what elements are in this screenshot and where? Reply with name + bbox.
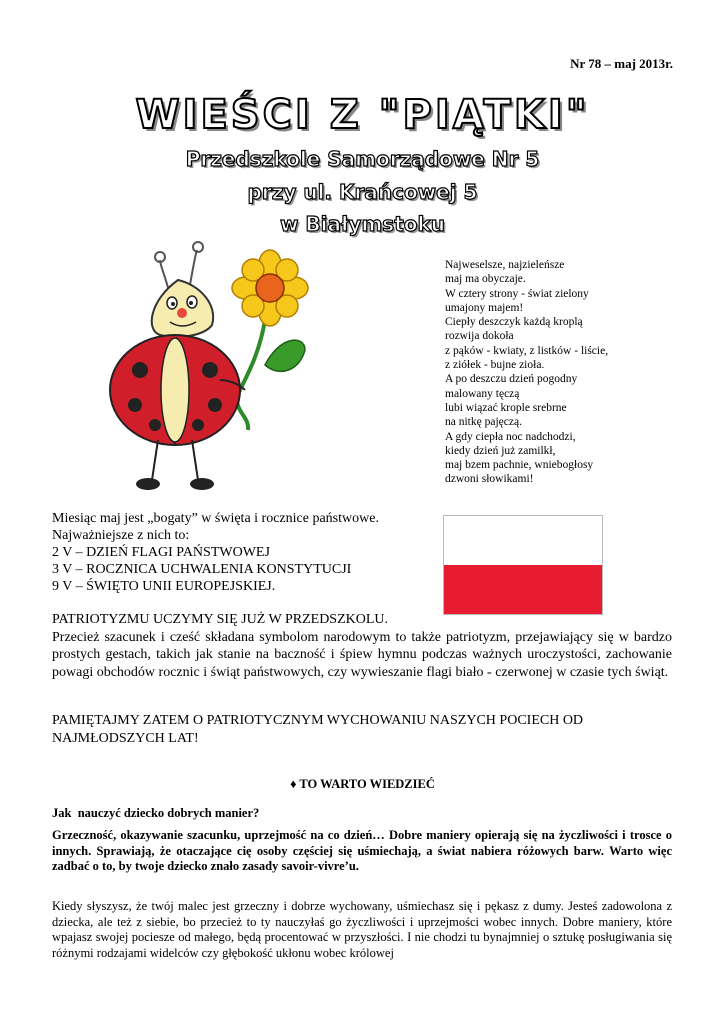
poem-line: dzwoni słowikami! [445,473,534,486]
poem-line: Najweselsze, najzieleńsze [445,259,565,271]
poem [445,258,645,487]
manners-lead: Grzeczność, okazywanie szacunku, uprzejmość na co dzień… Dobre maniery opierają się na życzliwości i trosce o innych. Sprawiają, że otaczające cię osoby częściej się uśmiechają, a świat nabiera różowych barw. Warto więc zadbać o to, by twoje dziecko znało zasady savoir-vivre’u. [52,828,672,873]
holiday-item: 9 V – ŚWIĘTO UNII EUROPEJSKIEJ. [52,579,276,594]
poem-line: W cztery strony - świat zielony [445,287,589,300]
poem-line: maj ma obyczaje. [445,273,526,286]
subtitle-line-1: Przedszkole Samorządowe Nr 5 [185,147,540,171]
poem-line: kiedy dzień już zamilkł, [445,444,556,457]
poem-line: na nitkę pajęczą. [445,416,522,429]
poem-line: A po deszczu dzień pogodny [445,373,578,386]
manners-paragraph: Kiedy słyszysz, że twój malec jest grzeczny i dobrze wychowany, uśmiechasz się i pękasz z dumy. Jesteś zadowolona z dziecka, ale też z siebie, bo przecież to ty nauczyłaś go życzliwości i uprzejmości wobec innych. Dobre maniery, które wpajasz swojej pociesze od małego, będą procentować w przyszłości. I nie chodzi tu bynajmniej o sztukę posługiwania się różnymi rodzajami widelców czy głębokość ukłonu wobec królowej [52,899,672,960]
manners-question: Jak nauczyć dziecko dobrych manier? [52,806,260,820]
poem-line: lubi wiązać krople srebrne [445,401,567,414]
patriotism-body: Przecież szacunek i cześć składana symbolom narodowym to także patriotyzm, przejawiający się w bardzo prostych gestach, takich jak stanie na baczność i śpiew hymnu podczas ważnych uroczystości, zachowanie powagi obchodów rocznic i świąt państwowych, czy wywieszanie flagi biało - czerwonej w czasie tych świąt. [52,629,672,680]
masthead-title: WIEŚCI Z "PIĄTKI" [135,92,590,138]
holiday-item: 2 V – DZIEŃ FLAGI PAŃSTWOWEJ [52,545,270,560]
holidays-intro [52,510,452,595]
subtitle-line-3: w Białymstoku [279,212,446,236]
poem-line: umajony majem! [445,301,524,314]
poem-line: z ziółek - bujne zioła. [445,359,545,372]
poem-line: rozwija dokoła [445,330,514,343]
poem-line: Ciepły deszczyk każdą kroplą [445,316,583,329]
holiday-item: 3 V – ROCZNICA UCHWALENIA KONSTYTUCJI [52,562,352,577]
polish-flag [443,515,603,615]
poem-line: malowany tęczą [445,387,520,400]
poem-line: maj bzem pachnie, wniebogłosy [445,459,594,472]
ladybug-illustration [100,240,320,495]
issue-number: Nr 78 – maj 2013r. [570,56,673,71]
subtitle-line-2: przy ul. Krańcowej 5 [247,180,478,204]
flag-red-stripe [444,565,602,614]
remember-note: PAMIĘTAJMY ZATEM O PATRIOTYCZNYM WYCHOWANIU NASZYCH POCIECH OD NAJMŁODSZYCH LAT! [52,713,584,746]
poem-line: A gdy ciepła noc nadchodzi, [445,430,576,443]
worth-knowing-heading: ♦ TO WARTO WIEDZIEĆ [290,777,435,791]
intro-line: Najważniejsze z nich to: [52,528,190,543]
poem-line: z pąków - kwiaty, z listków - liście, [445,344,609,357]
flag-white-stripe [444,516,602,565]
patriotism-heading: PATRIOTYZMU UCZYMY SIĘ JUŻ W PRZEDSZKOLU. [52,612,389,627]
intro-line: Miesiąc maj jest „bogaty” w święta i rocznice państwowe. [52,511,379,526]
patriotism-section [52,611,672,681]
